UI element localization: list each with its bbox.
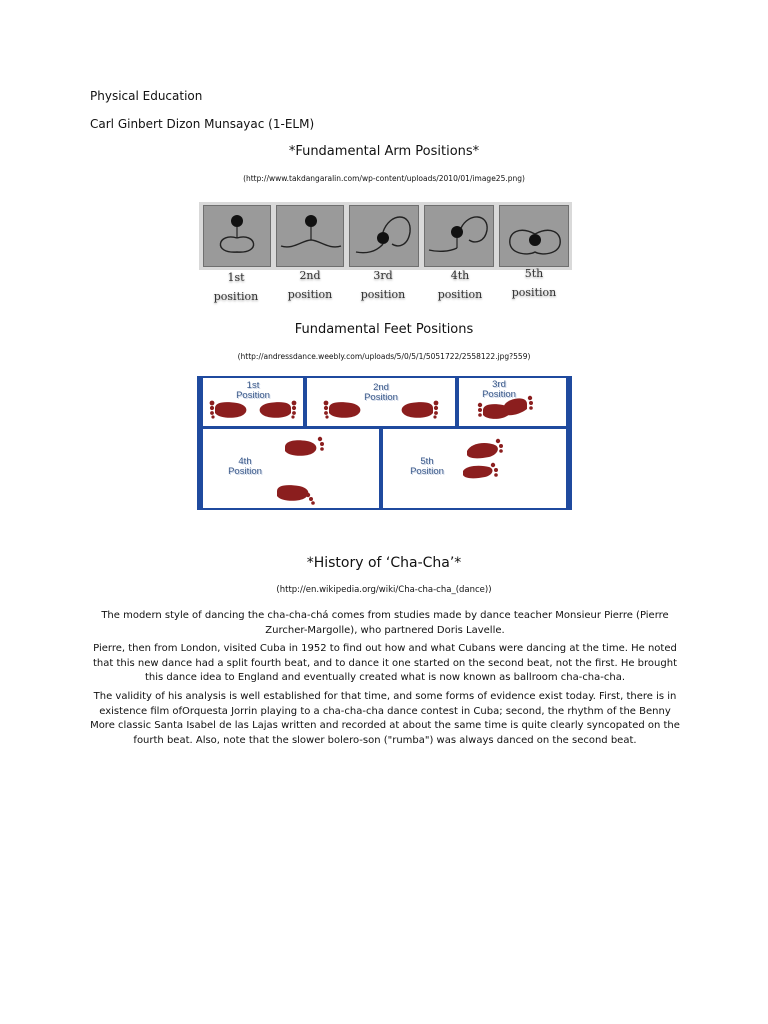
arm-panel-4	[424, 205, 494, 267]
arm-positions-image	[199, 202, 572, 312]
arm-label-1-ordinal: 1st	[227, 271, 245, 284]
arm-positions-source: (http://www.takdangaralin.com/wp-content/uploads/2010/01/image25.png)	[243, 174, 525, 183]
feet-label-5-ordinal: 5th	[420, 456, 434, 467]
feet-label-2-word: Position	[364, 392, 398, 403]
feet-label-3-ordinal: 3rd	[492, 379, 506, 390]
arm-positions-title: *Fundamental Arm Positions*	[288, 144, 480, 159]
arm-panels-strip	[199, 202, 572, 270]
arm-label-4-ordinal: 4th	[450, 269, 470, 282]
feet-cell-1	[203, 378, 303, 426]
feet-cell-5	[383, 429, 566, 508]
feet-cell-2	[307, 378, 455, 426]
arm-label-2	[275, 266, 345, 304]
feet-label-1-word: Position	[236, 390, 270, 401]
arm-label-5	[499, 264, 569, 302]
feet-label-3-word: Position	[482, 389, 516, 400]
history-paragraph-2: Pierre, then from London, visited Cuba in 1952 to find out how and what Cubans were dancing at the time. He noted that this new dance had a split fourth beat, and to dance it one started on the second beat, not the first. He brought this dance idea to England and eventually created what is now known as ballroom cha-cha-cha.	[92, 643, 677, 683]
arm-label-2-ordinal: 2nd	[299, 269, 321, 282]
feet-label-2-ordinal: 2nd	[373, 382, 389, 393]
feet-positions-title: Fundamental Feet Positions	[294, 322, 474, 337]
history-paragraph-1: The modern style of dancing the cha-cha-chá comes from studies made by dance teacher Monsieur Pierre (Pierre Zurcher-Margolle), who partnered Doris Lavelle.	[101, 610, 669, 636]
feet-cell-4	[203, 429, 379, 508]
arm-panel-2	[276, 205, 344, 267]
arm-panel-5	[499, 205, 569, 267]
arm-label-4	[425, 266, 495, 304]
feet-label-4-word: Position	[228, 466, 262, 477]
feet-label-4-ordinal: 4th	[238, 456, 252, 467]
arm-label-4-word: position	[437, 288, 483, 301]
history-source: (http://en.wikipedia.org/wiki/Cha-cha-cha_(dance))	[276, 585, 492, 595]
arm-label-3-ordinal: 3rd	[373, 269, 393, 282]
subject-line: Physical Education	[90, 89, 203, 103]
arm-label-1	[201, 268, 271, 306]
feet-positions-source: (http://andressdance.weebly.com/uploads/5/0/5/1/5051722/2558122.jpg?559)	[237, 352, 531, 361]
arm-label-3	[348, 266, 418, 304]
feet-label-5-word: Position	[410, 466, 444, 477]
feet-cell-3	[459, 378, 566, 426]
feet-positions-image	[197, 376, 572, 510]
arm-label-3-word: position	[360, 288, 406, 301]
history-paragraph-3: The validity of his analysis is well established for that time, and some forms of evidence exist today. First, there is in existence film ofOrquesta Jorrin playing to a cha-cha-cha dance contest in Cuba; second, the rhythm of the Benny More classic Santa Isabel de las Lajas written and recorded at about the same time is quite clearly syncopated on the fourth beat. Also, note that the slower bolero-son ("rumba") was always danced on the second beat.	[90, 691, 680, 746]
arm-label-5-word: position	[511, 286, 557, 299]
arm-label-2-word: position	[287, 288, 333, 301]
history-title: *History of ‘Cha-Cha’*	[306, 555, 462, 571]
arm-label-5-ordinal: 5th	[524, 267, 544, 280]
arm-panel-3	[349, 205, 419, 267]
feet-label-1-ordinal: 1st	[246, 380, 260, 391]
arm-panel-1	[203, 205, 271, 267]
author-line: Carl Ginbert Dizon Munsayac (1-ELM)	[90, 117, 315, 131]
arm-label-1-word: position	[213, 290, 259, 303]
